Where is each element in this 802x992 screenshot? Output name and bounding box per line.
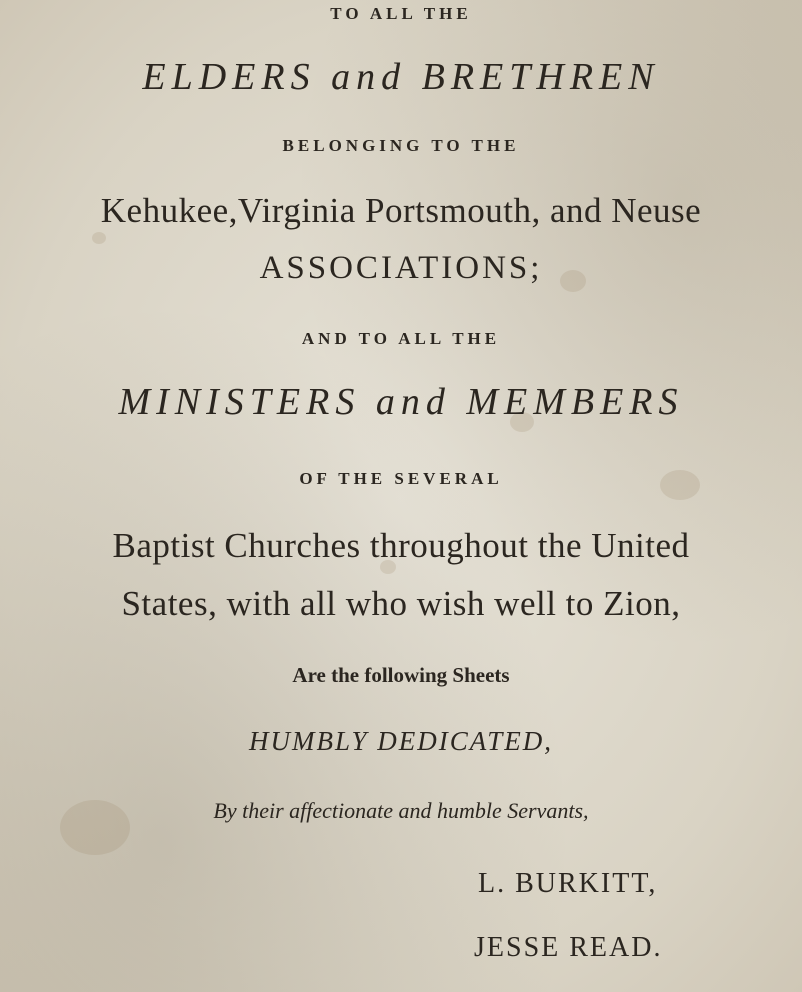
dedication-line-4: Kehukee,Virginia Portsmouth, and Neuse [100,191,702,230]
dedication-line-10: States, with all who wish well to Zion, [121,584,681,623]
dedication-line-8: OF THE SEVERAL [299,469,503,488]
signature-burkitt: L. BURKITT, [478,868,658,899]
dedication-line-11: Are the following Sheets [292,663,510,687]
signature-read: JESSE READ. [474,932,663,963]
dedication-line-13: By their affectionate and humble Servants, [213,798,589,823]
dedication-line-9: Baptist Churches throughout the United [112,526,690,565]
dedication-line-7: MINISTERS and MEMBERS [118,381,684,423]
dedication-line-2: ELDERS and BRETHREN [142,56,660,98]
foxing-stain [92,232,106,244]
dedication-line-12: HUMBLY DEDICATED, [249,726,553,756]
dedication-line-1: TO ALL THE [330,4,472,23]
dedication-line-3: BELONGING TO THE [282,136,520,155]
dedication-line-5: ASSOCIATIONS; [259,250,543,286]
dedication-line-6: AND TO ALL THE [301,329,501,348]
